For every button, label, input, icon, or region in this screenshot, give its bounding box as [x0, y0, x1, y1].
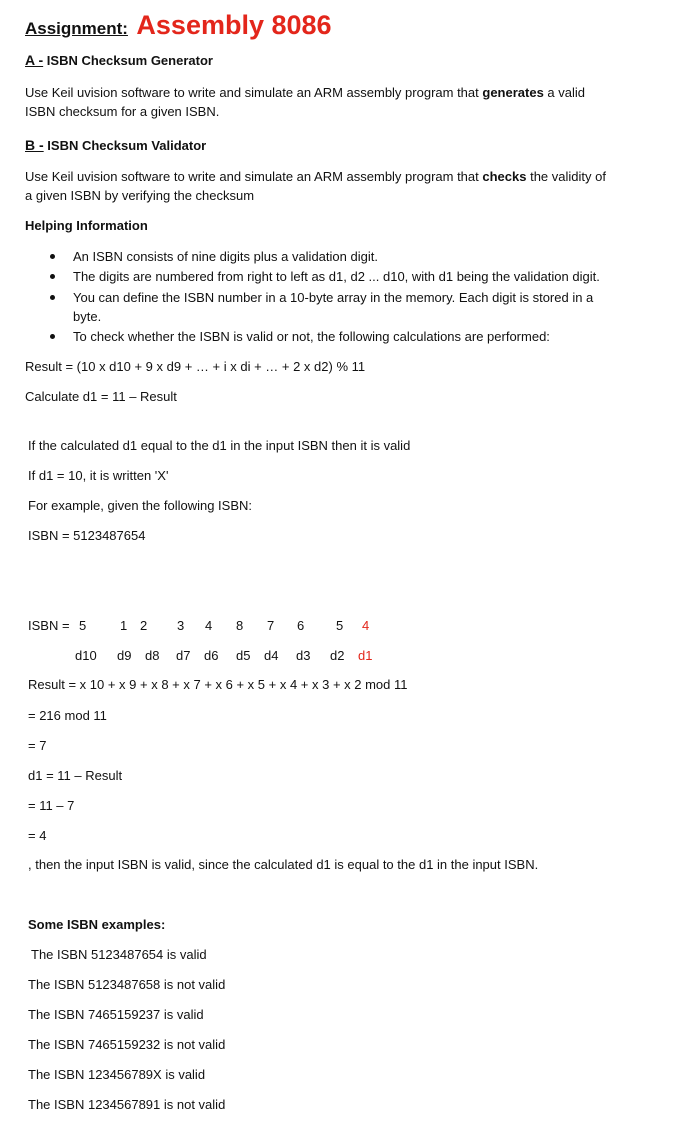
x-rule: If d1 = 10, it is written 'X': [28, 468, 169, 483]
section-b-text-bold: checks: [482, 169, 527, 184]
calculate-d1-formula: Calculate d1 = 11 – Result: [25, 389, 177, 404]
digit-position: d3: [296, 648, 311, 663]
bullet-item: The digits are numbered from right to left as d1, d2 ... d10, with d1 being the validation digit.: [73, 269, 600, 284]
example-list-item: The ISBN 7465159232 is not valid: [28, 1037, 226, 1052]
example-conclusion: , then the input ISBN is valid, since the calculated d1 is equal to the d1 in the input ISBN.: [28, 857, 539, 872]
example-result-line: Result = x 10 + x 9 + x 8 + x 7 + x 6 + x 5 + x 4 + x 3 + x 2 mod 11: [28, 677, 408, 692]
digit-position: d9: [117, 648, 132, 663]
bullet-item-continuation: byte.: [73, 309, 102, 324]
section-b-letter: B -: [25, 137, 44, 153]
bullet-icon: [50, 274, 55, 279]
example-isbn-line: ISBN = 5123487654: [28, 528, 146, 543]
isbn-digit: 4: [205, 618, 213, 633]
isbn-digit-check: 4: [362, 618, 370, 633]
example-list-item: The ISBN 5123487658 is not valid: [28, 977, 226, 992]
example-isbn-label: ISBN =: [28, 618, 70, 633]
digit-position: d7: [176, 648, 191, 663]
section-a-text-bold: generates: [482, 85, 544, 100]
isbn-digit: 7: [267, 618, 275, 633]
example-d1-line: d1 = 11 – Result: [28, 768, 123, 783]
section-b-heading: [25, 137, 206, 153]
helping-info-title: Helping Information: [25, 218, 148, 233]
bullet-item: To check whether the ISBN is valid or not, the following calculations are performed:: [73, 329, 550, 344]
section-b-text-line2: a given ISBN by verifying the checksum: [25, 188, 255, 203]
assignment-label: Assignment:: [25, 19, 128, 38]
assignment-title: Assembly 8086: [136, 10, 332, 40]
isbn-digit: 1: [120, 618, 128, 633]
digit-position: d4: [264, 648, 279, 663]
examples-title: Some ISBN examples:: [28, 917, 166, 932]
digit-position: d2: [330, 648, 345, 663]
section-a-text-before: Use Keil uvision software to write and simulate an ARM assembly program that: [25, 85, 483, 100]
section-b-text-line1: [25, 167, 606, 186]
example-list-item: The ISBN 1234567891 is not valid: [28, 1097, 226, 1112]
section-a-letter: A -: [25, 52, 44, 68]
assignment-header: [25, 10, 332, 41]
digit-position-check: d1: [358, 648, 373, 663]
isbn-digit: 8: [236, 618, 244, 633]
bullet-icon: [50, 334, 55, 339]
bullet-icon: [50, 254, 55, 259]
example-intro: For example, given the following ISBN:: [28, 498, 252, 513]
isbn-digit: 3: [177, 618, 185, 633]
isbn-digit: 5: [336, 618, 344, 633]
example-step: = 4: [28, 828, 47, 843]
valid-rule: If the calculated d1 equal to the d1 in the input ISBN then it is valid: [28, 438, 411, 453]
digit-position: d10: [75, 648, 97, 663]
bullet-item: You can define the ISBN number in a 10-byte array in the memory. Each digit is stored in a: [73, 290, 594, 305]
bullet-item: An ISBN consists of nine digits plus a validation digit.: [73, 249, 378, 264]
section-b-text-before: Use Keil uvision software to write and simulate an ARM assembly program that: [25, 169, 483, 184]
digit-position: d6: [204, 648, 219, 663]
section-a-text-after: a valid: [543, 85, 585, 100]
isbn-digit: 2: [140, 618, 148, 633]
result-formula: Result = (10 x d10 + 9 x d9 + … + i x di + … + 2 x d2) % 11: [25, 359, 366, 374]
section-b-text-after: the validity of: [526, 169, 606, 184]
section-a-heading: [25, 52, 213, 68]
section-a-text-line2: ISBN checksum for a given ISBN.: [25, 104, 220, 119]
example-step: = 11 – 7: [28, 798, 75, 813]
isbn-digit: 5: [79, 618, 87, 633]
example-step: = 7: [28, 738, 47, 753]
example-list-item: The ISBN 123456789X is valid: [28, 1067, 206, 1082]
section-a-title: ISBN Checksum Generator: [46, 53, 213, 68]
example-step: = 216 mod 11: [28, 708, 107, 723]
section-b-title: ISBN Checksum Validator: [47, 138, 207, 153]
digit-position: d5: [236, 648, 251, 663]
example-list-item: The ISBN 5123487654 is valid: [31, 947, 207, 962]
section-a-text-line1: [25, 83, 585, 102]
example-list-item: The ISBN 7465159237 is valid: [28, 1007, 204, 1022]
digit-position: d8: [145, 648, 160, 663]
bullet-icon: [50, 295, 55, 300]
isbn-digit: 6: [297, 618, 305, 633]
